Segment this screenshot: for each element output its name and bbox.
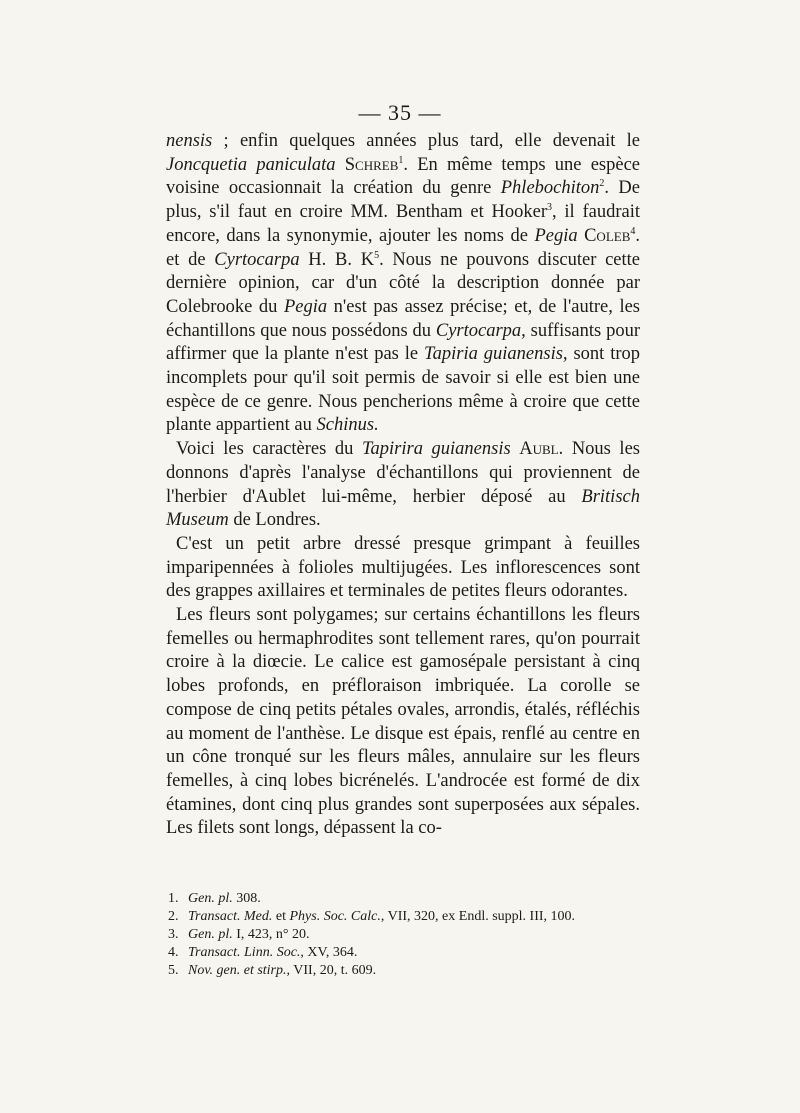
- italic-text: Pegia: [283, 296, 328, 317]
- italic-text: Cyrtocarpa,: [435, 320, 526, 341]
- italic-text: Tapirira guianensis: [361, 439, 511, 460]
- footnotes: [168, 890, 648, 980]
- footnote-ref: 4: [630, 225, 636, 237]
- text-run: Voici les caractères du: [176, 439, 362, 460]
- text-run: I, 423, n° 20.: [232, 927, 310, 942]
- paragraph-2: [166, 438, 640, 533]
- footnote: [168, 890, 648, 908]
- text-run: ; enfin quelques années plus tard, elle devenait le: [212, 131, 640, 151]
- text-run: 308.: [232, 891, 261, 906]
- italic-text: Gen. pl.: [188, 891, 233, 906]
- text-run: . Nous les donnons d'après l'analyse d'échantillons qui proviennent de l'herbier d'Aublet lui-même, herbier déposé au: [166, 439, 640, 507]
- text-run: Schreb: [344, 154, 399, 175]
- italic-text: Britisch Museum: [166, 486, 640, 531]
- italic-text: Gen. pl.: [188, 927, 233, 942]
- italic-text: Cyrtocarpa: [214, 249, 300, 270]
- page-number: — 35 —: [358, 100, 442, 125]
- paragraph-1: [166, 130, 640, 438]
- text-run: , il faudrait encore, dans la synonymie, ajouter les noms de: [166, 202, 640, 246]
- text-run: H. B. K: [299, 249, 375, 270]
- text-run: de Londres.: [228, 510, 321, 531]
- text-run: et: [272, 909, 290, 924]
- footnote-ref: 5: [374, 249, 380, 261]
- text-run: . En même temps une espèce voisine occasionnait la création du genre: [166, 154, 641, 199]
- footnote-ref: 2: [599, 178, 605, 190]
- italic-text: Tapiria guianensis,: [424, 344, 568, 365]
- text-run: . De plus, s'il faut en croire MM. Bentham et Hooker: [166, 178, 640, 223]
- text-run: n'est pas assez précise; et, de l'autre, les échantillons que nous possédons du: [166, 296, 640, 341]
- text-run: , VII, 320, ex Endl. suppl. III, 100.: [380, 909, 576, 924]
- footnote: [168, 926, 648, 944]
- italic-text: Transact. Med.: [188, 909, 273, 924]
- text-run: C'est un petit arbre dressé presque grimpant à feuilles imparipennées à folioles multijugées. Les inflorescences sont des grappes axillaires et terminales de petites fleurs odorantes.: [166, 533, 640, 602]
- italic-text: Phlebochiton: [500, 178, 600, 199]
- text-run: . Nous ne pouvons discuter cette dernière opinion, car d'un côté la description donnée par Colebrooke du: [166, 249, 641, 317]
- paragraph-4: [166, 604, 640, 841]
- text-run: , VII, 20, t. 609.: [286, 963, 377, 978]
- paragraph-3: [166, 533, 640, 604]
- text-run: [336, 155, 345, 175]
- footnote-number: 2.: [168, 909, 179, 924]
- italic-text: Joncquetia paniculata: [166, 154, 336, 175]
- italic-text: Schinus.: [316, 415, 379, 436]
- body-text: [166, 130, 640, 841]
- footnote: [168, 962, 648, 980]
- italic-text: Phys. Soc. Calc.: [289, 909, 381, 924]
- italic-text: Pegia: [534, 225, 578, 246]
- footnote-ref: 1: [398, 154, 404, 166]
- italic-text: nensis: [166, 131, 213, 151]
- text-run: Coleb: [584, 225, 631, 246]
- footnote: [168, 944, 648, 962]
- text-run: sont trop incomplets pour qu'il soit permis de savoir si elle est bien une espèce de ce genre. Nous pencherions même à croire que cette plante appartient au: [166, 344, 641, 436]
- text-run: Les fleurs sont polygames; sur certains échantillons les fleurs femelles ou hermaphrodites sont tellement rares, qu'on pourrait croire à la diœcie. Le calice est gamosépale persistant à cinq lobes profonds, en préfloraison imbriquée. La corolle se compose de cinq petits pétales ovales, arrondis, étalés, réfléchis au moment de l'anthèse. Le disque est épais, renflé au centre en un cône tronqué sur les fleurs mâles, annulaire sur les fleurs femelles, à cinq lobes bicrénelés. L'androcée est formé de dix étamines, dont cinq plus grandes sont superposées aux sépales. Les filets sont longs, dépassent la co-: [166, 605, 640, 839]
- footnote-number: 1.: [168, 891, 179, 906]
- footnote-ref: 3: [547, 201, 552, 213]
- footnote: [168, 908, 648, 926]
- footnote-number: 3.: [168, 927, 179, 942]
- text-run: Aubl: [519, 439, 559, 460]
- footnote-number: 4.: [168, 945, 179, 960]
- text-run: [511, 439, 520, 459]
- footnote-number: 5.: [168, 963, 179, 978]
- text-run: suffisants pour affirmer que la plante n'est pas le: [166, 320, 640, 365]
- italic-text: Transact. Linn. Soc.: [188, 945, 301, 960]
- text-run: . et de: [166, 225, 640, 270]
- italic-text: Nov. gen. et stirp.: [188, 963, 287, 978]
- text-run: , XV, 364.: [300, 945, 358, 960]
